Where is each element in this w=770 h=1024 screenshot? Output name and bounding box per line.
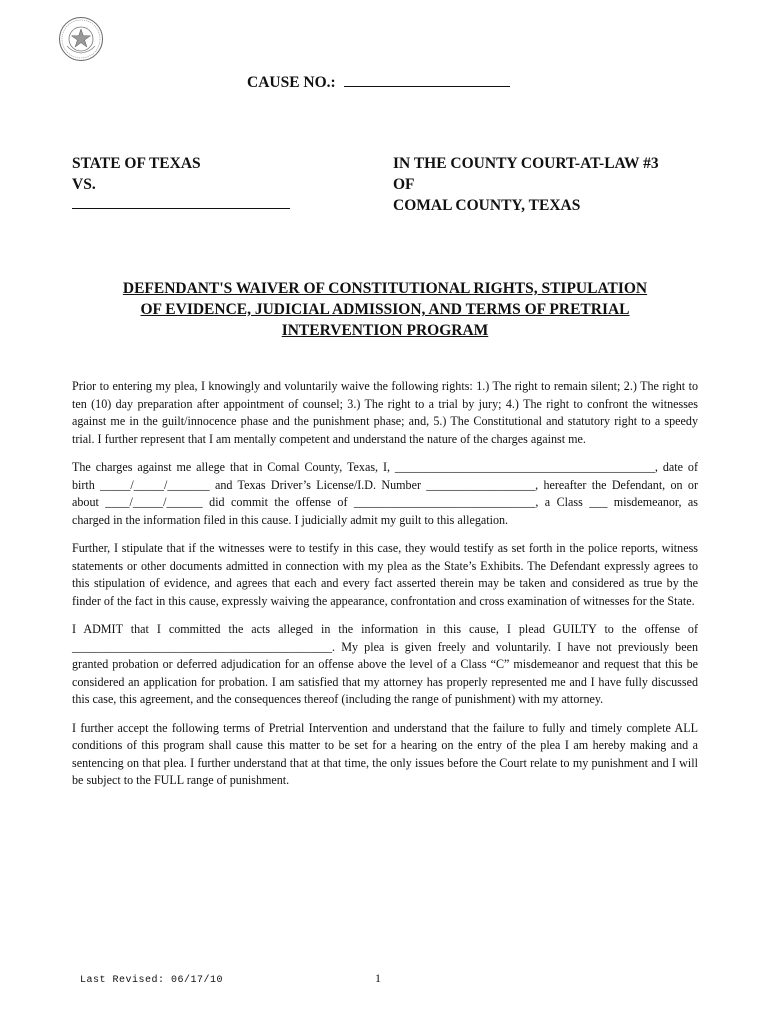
last-revised: Last Revised: 06/17/10 bbox=[80, 975, 224, 986]
caption-vs: VS. bbox=[72, 176, 96, 193]
cause-number-line bbox=[247, 72, 510, 92]
document-title bbox=[60, 278, 710, 341]
title-line-2: OF EVIDENCE, JUDICIAL ADMISSION, AND TERMS OF PRETRIAL bbox=[140, 301, 630, 318]
texas-seal-icon bbox=[58, 16, 104, 62]
document-body bbox=[72, 378, 698, 801]
cause-number-blank bbox=[344, 72, 510, 87]
paragraph-admission: I ADMIT that I committed the acts alleged in the information in this cause, I plead GUILTY to the offense of ___________________________________________. My plea is given freely and voluntarily. I have not previously been granted probation or deferred adjudication for an offense above the level of a Class “C” misdemeanor and request that this be considered an application for probation. I am satisfied that my attorney has properly represented me and I have fully discussed this case, this agreement, and the consequences thereof (including the range of punishment) with my attorney. bbox=[72, 622, 698, 706]
title-line-3: INTERVENTION PROGRAM bbox=[281, 322, 489, 339]
caption-county: COMAL COUNTY, TEXAS bbox=[393, 197, 581, 214]
caption-court: IN THE COUNTY COURT-AT-LAW #3 bbox=[393, 155, 659, 172]
paragraph-charges: The charges against me allege that in Comal County, Texas, I, ___________________________________________, date of birth _____/_____/_______ and Texas Driver’s License/I.D. Number __________________, hereafter the Defendant, on or about ____/_____/______ did commit the offense of ______________________________, a Class ___ misdemeanor, as charged in the information filed in this cause. I judicially admit my guilt to this allegation. bbox=[72, 460, 698, 527]
caption-state: STATE OF TEXAS bbox=[72, 155, 201, 172]
caption-of: OF bbox=[393, 176, 415, 193]
caption-left bbox=[72, 153, 290, 209]
cause-number-label: CAUSE NO.: bbox=[247, 74, 336, 91]
defendant-name-blank bbox=[72, 195, 290, 209]
title-line-1: DEFENDANT'S WAIVER OF CONSTITUTIONAL RIGHTS, STIPULATION bbox=[122, 280, 648, 297]
caption-right bbox=[393, 153, 659, 216]
paragraph-pretrial-terms: I further accept the following terms of Pretrial Intervention and understand that the failure to fully and timely complete ALL conditions of this program shall cause this matter to be set for a hearing on the entry of the plea I am hereby making and a sentencing on that plea. I further understand that at that time, the only issues before the Court relate to my punishment and I will be subject to the FULL range of punishment. bbox=[72, 720, 698, 787]
paragraph-waiver: Prior to entering my plea, I knowingly and voluntarily waive the following rights: 1.) The right to remain silent; 2.) The right to ten (10) day preparation after appointment of counsel; 3.) The right to a trial by jury; 4.) The right to confront the witnesses against me in the guilt/innocence phase and the punishment phase; and, 5.) The Constitutional and statutory right to a speedy trial. I further represent that I am mentally competent and understand the nature of the charges against me. bbox=[72, 379, 698, 446]
paragraph-stipulation: Further, I stipulate that if the witnesses were to testify in this case, they would testify as set forth in the police reports, witness statements or other documents admitted in connection with my plea as the State’s Exhibits. The Defendant expressly agrees to this stipulation of evidence, and agrees that each and every fact asserted therein may be taken and considered as true by the finder of the fact in this cause, expressly waiving the appearance, confrontation and cross examination of witnesses for the State. bbox=[72, 541, 698, 608]
page-number: 1 bbox=[375, 971, 381, 985]
